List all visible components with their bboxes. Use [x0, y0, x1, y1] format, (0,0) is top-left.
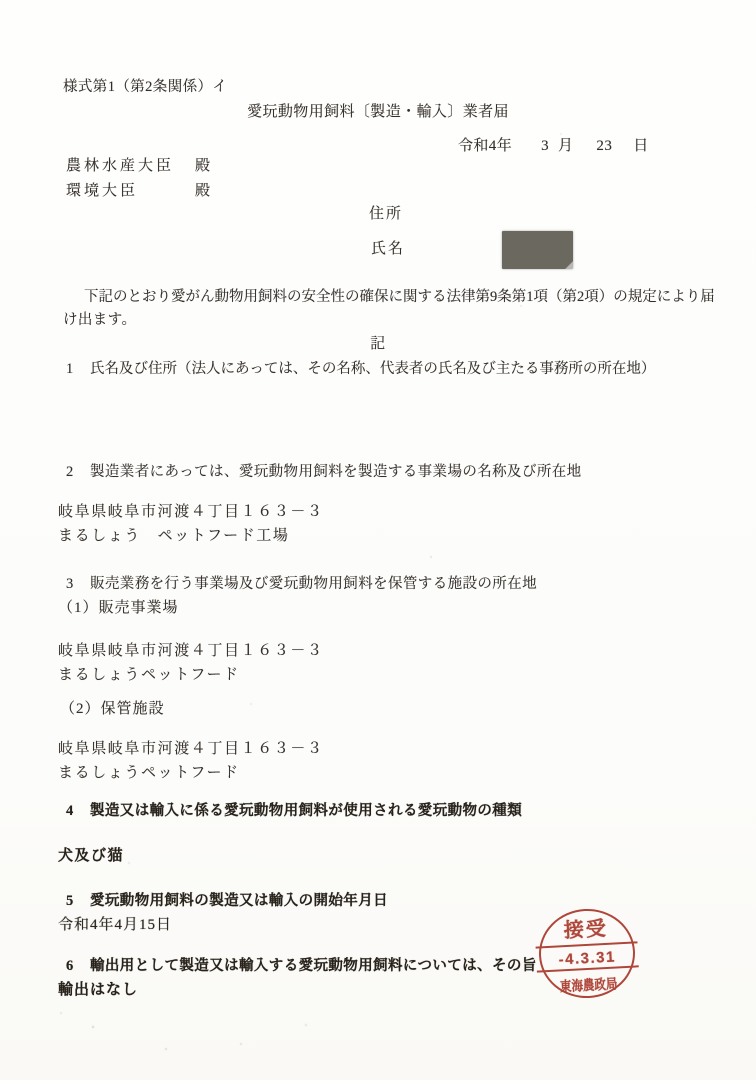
recipient-honorific: 殿	[195, 158, 214, 174]
recipient-name: 環境大臣	[66, 183, 139, 199]
date-day-unit: 日	[633, 138, 649, 154]
item-5-number: 5	[66, 893, 74, 909]
item-3-sub1-label: （1）販売事業場	[58, 600, 179, 616]
item-4-number: 4	[66, 803, 74, 819]
scan-noise-speckles	[0, 0, 2, 2]
item-4-heading	[66, 802, 522, 820]
item-4-value: 犬及び猫	[58, 848, 125, 864]
form-code: 様式第1（第2条関係）イ	[63, 79, 228, 95]
item-3-heading	[66, 575, 537, 593]
item-3-sub2-address: 岐阜県岐阜市河渡４丁目１６３－３	[58, 741, 324, 757]
intro-paragraph-line2: け出ます。	[63, 312, 137, 328]
date-day-value: 23	[596, 138, 613, 154]
item-3-number: 3	[66, 576, 74, 592]
recipient-honorific: 殿	[195, 183, 214, 199]
item-2-address: 岐阜県岐阜市河渡４丁目１６３－３	[58, 504, 324, 520]
stamp-date: -4.3.31	[536, 941, 639, 972]
item-5-heading	[66, 892, 388, 910]
date-month-value: 3	[541, 138, 550, 154]
recipient-minister-agriculture	[66, 157, 214, 176]
redacted-name-box	[502, 231, 573, 269]
item-3-sub1-address: 岐阜県岐阜市河渡４丁目１６３－３	[58, 643, 324, 659]
item-1-text: 氏名及び住所（法人にあっては、その名称、代表者の氏名及び主たる事務所の所在地）	[90, 361, 656, 377]
item-1-heading	[66, 360, 655, 378]
date-era-year: 令和4年	[458, 138, 513, 154]
address-field-label: 住所	[369, 206, 404, 222]
item-5-value: 令和4年4月15日	[58, 917, 173, 933]
form-title: 愛玩動物用飼料〔製造・輸入〕業者届	[247, 104, 509, 120]
recipient-minister-environment	[66, 182, 214, 201]
item-3-sub1-facility: まるしょうペットフード	[58, 667, 240, 683]
item-1-number: 1	[66, 361, 74, 377]
name-field-label: 氏名	[371, 241, 406, 257]
list-marker-ki: 記	[370, 336, 386, 352]
item-2-heading	[66, 463, 582, 481]
item-3-text: 販売業務を行う事業場及び愛玩動物用飼料を保管する施設の所在地	[90, 576, 537, 592]
item-6-text: 輸出用として製造又は輸入する愛玩動物用飼料については、その旨	[90, 958, 537, 974]
recipient-name: 農林水産大臣	[66, 158, 175, 174]
stamp-office-name: 東海農政局	[559, 977, 618, 996]
date-line	[458, 137, 649, 156]
date-month-unit: 月	[558, 138, 574, 154]
item-5-text: 愛玩動物用飼料の製造又は輸入の開始年月日	[90, 893, 388, 909]
reception-stamp	[537, 907, 638, 1001]
item-3-sub2-facility: まるしょうペットフード	[58, 765, 240, 781]
item-3-sub2-label: （2）保管施設	[60, 701, 165, 717]
item-2-number: 2	[66, 464, 74, 480]
item-6-number: 6	[66, 958, 74, 974]
stamp-label-sekiju: 接受	[563, 917, 609, 943]
intro-paragraph-line1: 下記のとおり愛がん動物用飼料の安全性の確保に関する法律第9条第1項（第2項）の規定により届	[84, 289, 715, 305]
item-2-facility: まるしょう ペットフード工場	[58, 528, 290, 544]
item-6-value: 輸出はなし	[58, 982, 139, 998]
item-6-heading	[66, 957, 537, 975]
item-2-text: 製造業者にあっては、愛玩動物用飼料を製造する事業場の名称及び所在地	[90, 464, 582, 480]
item-4-text: 製造又は輸入に係る愛玩動物用飼料が使用される愛玩動物の種類	[90, 803, 523, 819]
